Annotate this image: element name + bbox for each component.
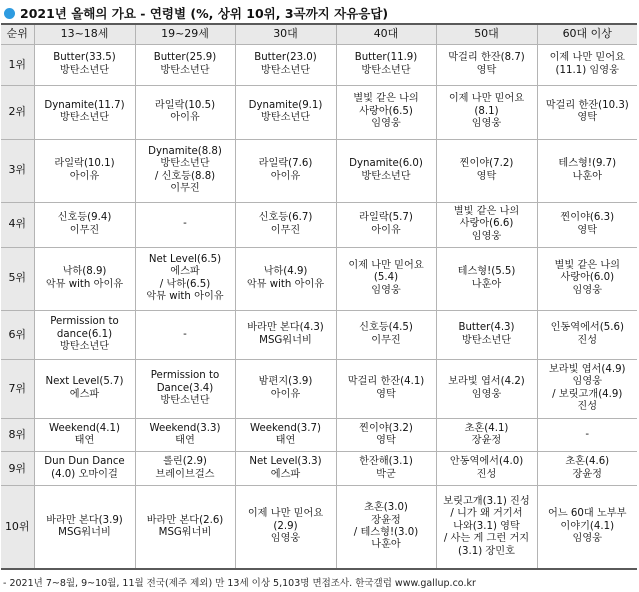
cell-line: 장윤정: [471, 434, 502, 446]
cell-line: 방탄소년단: [260, 112, 311, 124]
cell-line: (2.9): [273, 520, 298, 532]
page-title: 2021년 올해의 가요 - 연령별 (%, 상위 10위, 3곡까지 자유응답): [20, 6, 389, 21]
cell-line: 라일락(10.5): [154, 99, 216, 111]
song-cell: [436, 139, 537, 202]
cell-line: Dynamite(11.7): [44, 99, 125, 111]
cell-line: Butter(11.9): [354, 52, 418, 64]
cell-line: 초혼(4.6): [565, 456, 610, 468]
song-cell: [135, 452, 235, 486]
cell-line: 임영웅: [572, 533, 603, 545]
cell-line: -: [183, 328, 187, 340]
rank-cell: 1위: [1, 45, 34, 86]
song-cell: [336, 360, 436, 419]
cell-line: (5.4): [373, 272, 399, 284]
cell-line: 임영웅: [471, 388, 502, 400]
cell-line: 영탁: [376, 434, 396, 446]
rank-cell: 6위: [1, 310, 34, 360]
cell-line: -: [585, 428, 590, 440]
cell-line: (8.1): [474, 105, 499, 117]
table-row: [1, 202, 637, 247]
table-row: [1, 310, 637, 360]
cell-line: 아이유: [170, 112, 200, 124]
song-cell: [537, 452, 637, 486]
cell-line: 방탄소년단: [160, 158, 210, 170]
cell-line: 초혼(4.1): [464, 422, 509, 434]
cell-line: MSG워너비: [158, 527, 212, 539]
rank-cell: 4위: [1, 202, 34, 247]
song-cell: [135, 85, 235, 139]
rank-cell: 10위: [1, 486, 34, 569]
rank-cell: 7위: [1, 360, 34, 419]
cell-line: Butter(33.5): [53, 52, 116, 64]
cell-line: 진성: [577, 401, 598, 413]
cell-line: Dynamite(9.1): [248, 99, 323, 111]
cell-line: 영탁: [476, 64, 497, 76]
cell-line: 신호등(6.7): [258, 212, 313, 224]
cell-line: 이제 나만 믿어요: [549, 52, 625, 64]
song-cell: [34, 310, 135, 360]
cell-line: Permission to: [50, 316, 119, 328]
cell-line: 장윤정: [572, 468, 603, 480]
cell-line: Permission to: [150, 370, 220, 382]
cell-line: Dance(3.4): [156, 382, 214, 394]
cell-line: Weekend(3.7): [250, 422, 321, 434]
cell-line: 라일락(7.6): [258, 158, 313, 170]
cell-line: / 사는 게 그런 거지: [443, 533, 530, 545]
table-row: [1, 486, 637, 569]
cell-line: / 낙하(6.5): [159, 278, 211, 290]
cell-line: 임영웅: [270, 533, 301, 545]
cell-line: 박군: [376, 468, 396, 480]
song-cell: [235, 486, 336, 569]
cell-line: 아이유: [270, 388, 301, 400]
table-row: [1, 85, 637, 139]
header-age-30s: 30대: [235, 24, 336, 45]
song-cell: [34, 202, 135, 247]
song-cell: [336, 85, 436, 139]
cell-line: 이무진: [170, 182, 200, 194]
cell-line: 영탁: [577, 112, 598, 124]
cell-line: Net Level(3.3): [249, 456, 322, 468]
cell-line: 방탄소년단: [361, 170, 411, 182]
title-row: [4, 3, 388, 23]
title-bullet-icon: [4, 8, 15, 19]
song-cell: [235, 85, 336, 139]
header-age-50s: 50대: [436, 24, 537, 45]
song-cell: [436, 310, 537, 360]
cell-line: 인동역에서(5.6): [550, 322, 624, 334]
cell-line: 테스형!(9.7): [558, 158, 617, 170]
cell-line: (11.1) 임영웅: [555, 64, 619, 76]
song-cell: [537, 45, 637, 86]
song-cell: [436, 418, 537, 452]
cell-line: 방탄소년단: [461, 334, 512, 346]
cell-line: 방탄소년단: [260, 64, 311, 76]
cell-line: 방탄소년단: [361, 64, 411, 76]
song-cell: [235, 360, 336, 419]
cell-line: 어느 60대 노부부: [548, 508, 627, 520]
cell-line: Net Level(6.5): [148, 253, 222, 265]
cell-line: 이제 나만 믿어요: [247, 508, 324, 520]
cell-line: 막걸리 한잔(10.3): [545, 99, 629, 111]
cell-line: 초혼(3.0): [364, 502, 408, 514]
cell-line: 아이유: [270, 170, 301, 182]
song-cell: [336, 247, 436, 310]
song-cell: [537, 310, 637, 360]
song-cell: [135, 139, 235, 202]
source-note: - 2021년 7~8월, 9~10월, 11월 전국(제주 제외) 만 13세 이상 5,103명 면접조사. 한국갤럽 www.gallup.co.kr: [3, 578, 476, 589]
cell-line: Dynamite(8.8): [148, 145, 222, 157]
rank-cell: 3위: [1, 139, 34, 202]
cell-line: 안동역에서(4.0): [449, 456, 524, 468]
song-cell: [436, 247, 537, 310]
song-cell: [235, 452, 336, 486]
song-cell: [34, 85, 135, 139]
cell-line: MSG워너비: [58, 527, 111, 539]
song-cell: [235, 139, 336, 202]
cell-line: 나훈아: [471, 278, 502, 290]
table-row: [1, 452, 637, 486]
cell-line: 임영웅: [471, 230, 502, 242]
song-cell: [336, 139, 436, 202]
table-row: [1, 247, 637, 310]
cell-line: Weekend(3.3): [149, 422, 221, 434]
cell-line: Weekend(4.1): [49, 422, 120, 434]
cell-line: 이야기(4.1): [560, 520, 615, 532]
table-header: [1, 24, 637, 45]
cell-line: 낙하(8.9): [62, 266, 107, 278]
song-cell: [235, 247, 336, 310]
cell-line: 이무진: [69, 224, 100, 236]
song-cell: [336, 45, 436, 86]
cell-line: 아이유: [69, 170, 100, 182]
cell-line: 막걸리 한잔(8.7): [448, 52, 525, 64]
cell-line: 에스파: [270, 468, 301, 480]
song-cell: [34, 247, 135, 310]
cell-line: / 신호등(8.8): [154, 170, 216, 182]
cell-line: 신호등(4.5): [359, 322, 413, 334]
rank-cell: 9위: [1, 452, 34, 486]
cell-line: 장윤정: [371, 514, 401, 526]
cell-line: 이무진: [371, 334, 401, 346]
table-row: [1, 45, 637, 86]
song-cell: [336, 486, 436, 569]
cell-line: 찐이야(3.2): [359, 422, 413, 434]
cell-line: 바라만 본다(2.6): [146, 514, 224, 526]
header-age-40s: 40대: [336, 24, 436, 45]
song-cell: [436, 360, 537, 419]
song-cell: [436, 202, 537, 247]
cell-line: 악뮤 with 아이유: [246, 278, 325, 290]
cell-line: 사랑아(6.5): [359, 105, 413, 117]
cell-line: 아이유: [371, 224, 401, 236]
cell-line: 나와(3.1) 영탁: [453, 520, 520, 532]
cell-line: 이제 나만 믿어요: [448, 93, 525, 105]
song-cell: [135, 247, 235, 310]
cell-line: 영탁: [476, 170, 497, 182]
cell-line: 라일락(5.7): [359, 212, 413, 224]
song-cell: [135, 360, 235, 419]
song-cell: [135, 418, 235, 452]
song-cell: [537, 202, 637, 247]
cell-line: 보릿고개(3.1) 진성: [443, 496, 530, 508]
song-cell: [34, 452, 135, 486]
cell-line: 찐이야(6.3): [560, 212, 615, 224]
cell-line: 찐이야(7.2): [459, 158, 514, 170]
header-age-60plus: 60대 이상: [537, 24, 637, 45]
cell-line: Butter(25.9): [153, 52, 217, 64]
cell-line: 악뮤 with 아이유: [146, 290, 224, 302]
cell-line: MSG워너비: [259, 334, 312, 346]
cell-line: 별빛 같은 나의: [353, 93, 419, 105]
rank-cell: 8위: [1, 418, 34, 452]
cell-line: 방탄소년단: [59, 112, 110, 124]
song-cell: [436, 452, 537, 486]
cell-line: 바라만 본다(3.9): [46, 514, 123, 526]
song-cell: [34, 45, 135, 86]
song-cell: [135, 486, 235, 569]
cell-line: 방탄소년단: [59, 64, 110, 76]
song-cell: [135, 310, 235, 360]
rank-cell: 2위: [1, 85, 34, 139]
cell-line: 한잔해(3.1): [359, 456, 413, 468]
song-cell: [336, 418, 436, 452]
cell-line: 태연: [175, 434, 195, 446]
cell-line: 이무진: [270, 224, 301, 236]
song-cell: [34, 418, 135, 452]
song-cell: [436, 85, 537, 139]
cell-line: / 테스형!(3.0): [353, 527, 419, 539]
cell-line: 임영웅: [572, 376, 603, 388]
cell-line: 낙하(4.9): [263, 266, 308, 278]
cell-line: 별빛 같은 나의: [453, 205, 520, 217]
cell-line: 영탁: [376, 388, 396, 400]
header-age-19-29: 19~29세: [135, 24, 235, 45]
song-cell: [235, 418, 336, 452]
cell-line: 나훈아: [572, 170, 603, 182]
cell-line: Dynamite(6.0): [349, 158, 423, 170]
cell-line: 임영웅: [572, 284, 603, 296]
cell-line: 별빛 같은 나의: [554, 259, 621, 271]
song-cell: [235, 310, 336, 360]
song-cell: [34, 360, 135, 419]
cell-line: 라일락(10.1): [54, 158, 115, 170]
cell-line: 이제 나만 믿어요: [348, 259, 424, 271]
table-row: [1, 139, 637, 202]
cell-line: 롤린(2.9): [163, 456, 207, 468]
song-cell: [436, 486, 537, 569]
header-row: [1, 24, 637, 45]
cell-line: 태연: [74, 434, 95, 446]
song-cell: [135, 45, 235, 86]
cell-line: 막걸리 한잔(4.1): [347, 376, 425, 388]
cell-line: 방탄소년단: [59, 341, 110, 353]
cell-line: 진성: [577, 334, 598, 346]
cell-line: 임영웅: [471, 118, 502, 130]
cell-line: 나훈아: [371, 539, 401, 551]
cell-line: (3.1) 장민호: [458, 545, 515, 557]
cell-line: Butter(23.0): [254, 52, 317, 64]
cell-line: (4.0) 오마이걸: [51, 468, 118, 480]
cell-line: 태연: [275, 434, 296, 446]
ranking-table: [1, 23, 637, 570]
song-cell: [537, 247, 637, 310]
song-cell: [537, 486, 637, 569]
cell-line: Dun Dun Dance: [44, 456, 125, 468]
rank-cell: 5위: [1, 247, 34, 310]
cell-line: 보라빛 엽서(4.9): [548, 364, 626, 376]
song-cell: [336, 202, 436, 247]
song-cell: [336, 310, 436, 360]
cell-line: 방탄소년단: [160, 64, 210, 76]
table-row: [1, 418, 637, 452]
cell-line: 에스파: [170, 266, 200, 278]
cell-line: 영탁: [577, 224, 598, 236]
cell-line: 보라빛 엽서(4.2): [448, 376, 525, 388]
song-cell: [235, 202, 336, 247]
song-cell: [34, 486, 135, 569]
cell-line: 임영웅: [371, 284, 401, 296]
song-cell: [537, 139, 637, 202]
cell-line: 브레이브걸스: [155, 468, 215, 480]
song-cell: [34, 139, 135, 202]
cell-line: 신호등(9.4): [57, 212, 112, 224]
table-body: [1, 45, 637, 570]
song-cell: [537, 85, 637, 139]
cell-line: Next Level(5.7): [45, 376, 124, 388]
song-cell: [336, 452, 436, 486]
cell-line: 진성: [476, 468, 497, 480]
cell-line: 테스형!(5.5): [457, 266, 516, 278]
cell-line: 임영웅: [371, 118, 401, 130]
song-cell: [235, 45, 336, 86]
song-cell: [537, 360, 637, 419]
cell-line: 사랑아(6.0): [560, 272, 615, 284]
cell-line: 방탄소년단: [160, 395, 210, 407]
cell-line: 악뮤 with 아이유: [45, 278, 124, 290]
cell-line: Butter(4.3): [458, 322, 515, 334]
song-cell: [537, 418, 637, 452]
cell-line: -: [183, 218, 187, 230]
cell-line: 바라만 본다(4.3): [247, 322, 324, 334]
cell-line: 밤편지(3.9): [258, 376, 313, 388]
song-cell: [436, 45, 537, 86]
header-age-13-18: 13~18세: [34, 24, 135, 45]
cell-line: dance(6.1): [56, 328, 113, 340]
cell-line: 에스파: [69, 388, 100, 400]
cell-line: / 보릿고개(4.9): [552, 388, 623, 400]
table-row: [1, 360, 637, 419]
header-rank: 순위: [1, 24, 34, 45]
cell-line: 사랑아(6.6): [459, 218, 514, 230]
cell-line: / 니가 왜 거기서: [450, 508, 523, 520]
song-cell: [135, 202, 235, 247]
